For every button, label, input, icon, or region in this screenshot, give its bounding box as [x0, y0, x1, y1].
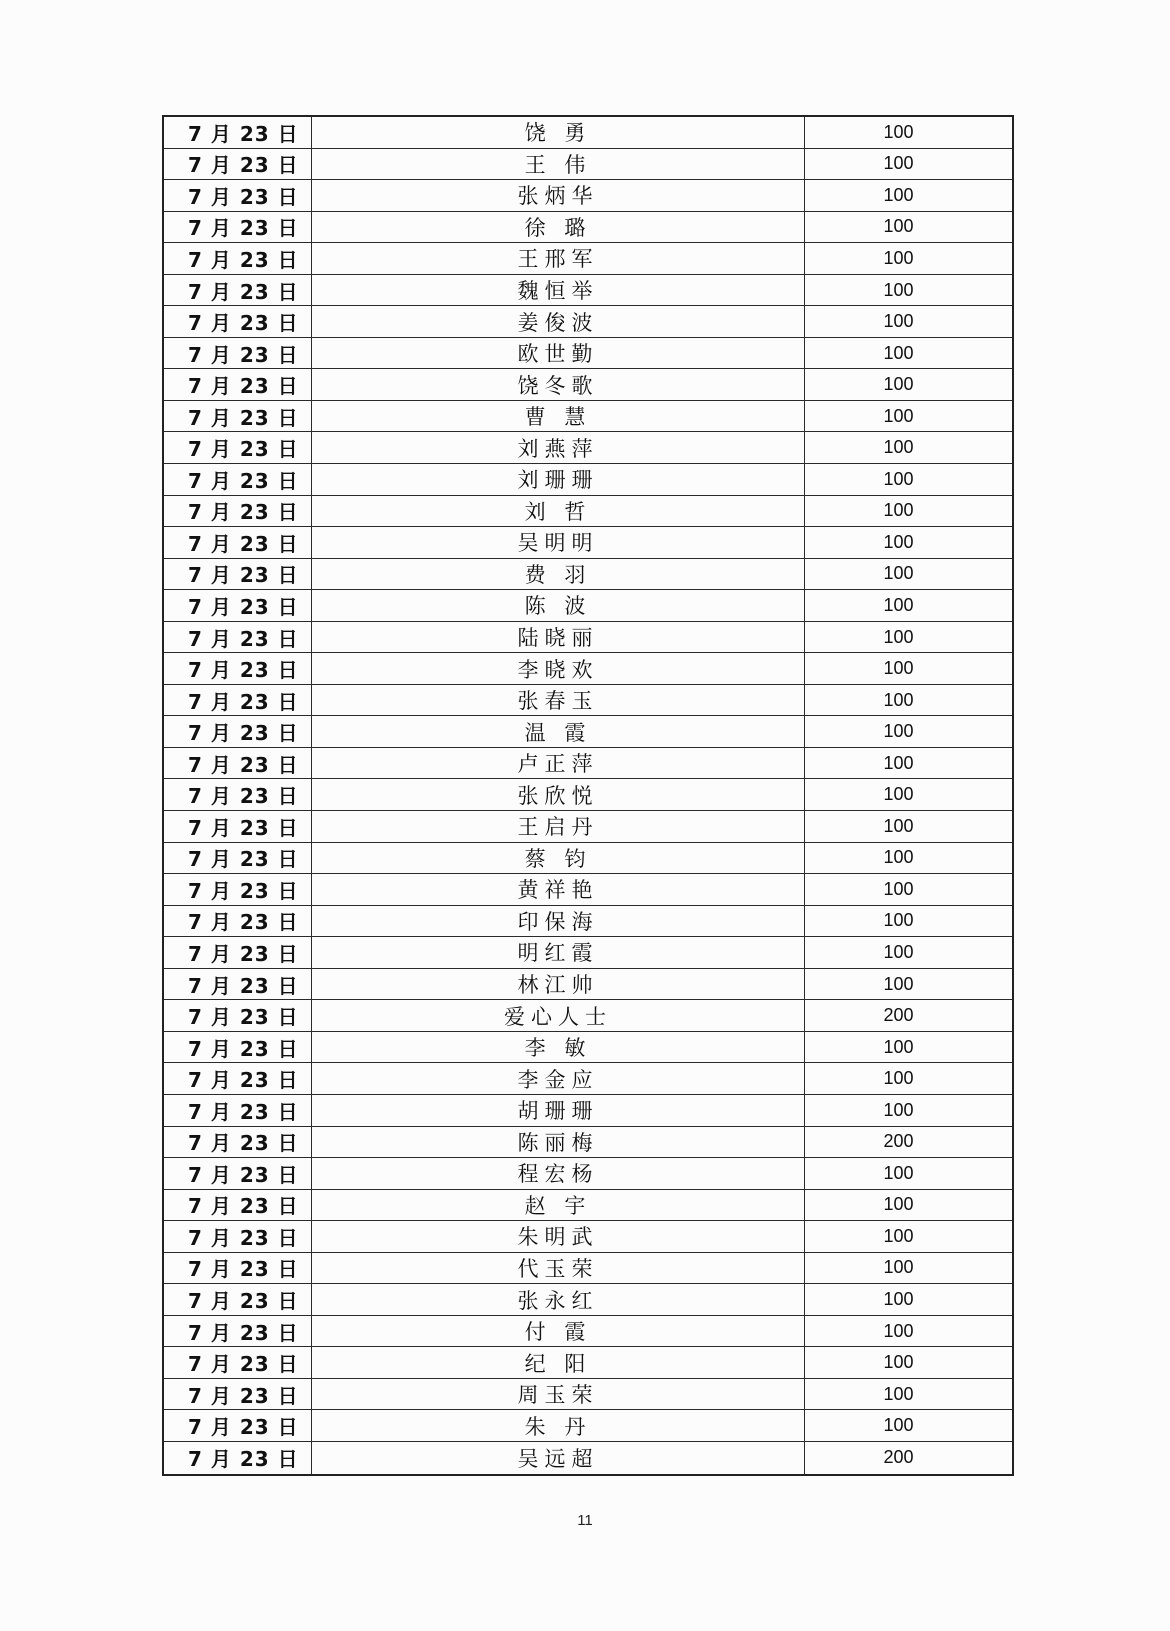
name-cell: 胡珊珊 — [312, 1095, 805, 1126]
table-row — [164, 306, 1012, 338]
amount-cell: 200 — [883, 1005, 914, 1026]
name-cell: 刘珊珊 — [312, 464, 805, 495]
amount-cell: 100 — [883, 658, 914, 679]
name-cell: 卢正萍 — [312, 748, 805, 779]
date-cell: 7 月 23 日 — [164, 843, 312, 874]
name-cell: 王启丹 — [312, 811, 805, 842]
name-cell: 李金应 — [312, 1063, 805, 1094]
date-cell: 7 月 23 日 — [164, 496, 312, 527]
amount-cell: 100 — [883, 1257, 914, 1278]
table-row — [164, 1095, 1012, 1127]
name-cell: 陈丽梅 — [312, 1127, 805, 1158]
date-cell: 7 月 23 日 — [164, 874, 312, 905]
name-cell: 代玉荣 — [312, 1253, 805, 1284]
name-cell: 付 霞 — [312, 1316, 805, 1347]
table-row — [164, 1000, 1012, 1032]
name-cell: 王邢军 — [312, 243, 805, 274]
table-row — [164, 1410, 1012, 1442]
date-cell: 7 月 23 日 — [164, 1032, 312, 1063]
amount-cell: 100 — [883, 279, 914, 300]
table-row — [164, 180, 1012, 212]
amount-cell: 100 — [883, 121, 914, 142]
table-row — [164, 1316, 1012, 1348]
name-cell: 程宏杨 — [312, 1158, 805, 1189]
date-cell: 7 月 23 日 — [164, 906, 312, 937]
table-row — [164, 653, 1012, 685]
name-cell: 爱心人士 — [312, 1000, 805, 1031]
date-cell: 7 月 23 日 — [164, 369, 312, 400]
name-cell: 周玉荣 — [312, 1379, 805, 1410]
name-cell: 张永红 — [312, 1284, 805, 1315]
date-cell: 7 月 23 日 — [164, 338, 312, 369]
amount-cell: 100 — [883, 374, 914, 395]
amount-cell: 100 — [883, 563, 914, 584]
table-row — [164, 559, 1012, 591]
amount-cell: 100 — [883, 1383, 914, 1404]
amount-cell: 100 — [883, 1162, 914, 1183]
table-row — [164, 906, 1012, 938]
table-row — [164, 811, 1012, 843]
name-cell: 曹 慧 — [312, 401, 805, 432]
table-row — [164, 590, 1012, 622]
table-row — [164, 1063, 1012, 1095]
amount-cell: 100 — [883, 468, 914, 489]
date-cell: 7 月 23 日 — [164, 811, 312, 842]
table-row — [164, 1221, 1012, 1253]
amount-cell: 200 — [883, 1131, 914, 1152]
table-row — [164, 243, 1012, 275]
table-row — [164, 464, 1012, 496]
name-cell: 李 敏 — [312, 1032, 805, 1063]
amount-cell: 100 — [883, 216, 914, 237]
amount-cell: 100 — [883, 1068, 914, 1089]
table-row — [164, 401, 1012, 433]
amount-cell: 100 — [883, 184, 914, 205]
name-cell: 印保海 — [312, 906, 805, 937]
name-cell: 吴远超 — [312, 1442, 805, 1474]
name-cell: 李晓欢 — [312, 653, 805, 684]
amount-cell: 100 — [883, 247, 914, 268]
date-cell: 7 月 23 日 — [164, 180, 312, 211]
name-cell: 朱明武 — [312, 1221, 805, 1252]
table-row — [164, 1379, 1012, 1411]
amount-cell: 100 — [883, 626, 914, 647]
date-cell: 7 月 23 日 — [164, 1221, 312, 1252]
name-cell: 徐 璐 — [312, 212, 805, 243]
date-cell: 7 月 23 日 — [164, 590, 312, 621]
date-cell: 7 月 23 日 — [164, 1063, 312, 1094]
amount-cell: 100 — [883, 910, 914, 931]
date-cell: 7 月 23 日 — [164, 653, 312, 684]
amount-cell: 100 — [883, 594, 914, 615]
date-cell: 7 月 23 日 — [164, 969, 312, 1000]
date-cell: 7 月 23 日 — [164, 1127, 312, 1158]
name-cell: 魏恒举 — [312, 275, 805, 306]
name-cell: 张欣悦 — [312, 779, 805, 810]
table-row — [164, 779, 1012, 811]
date-cell: 7 月 23 日 — [164, 432, 312, 463]
name-cell: 明红霞 — [312, 937, 805, 968]
name-cell: 林江帅 — [312, 969, 805, 1000]
name-cell: 吴明明 — [312, 527, 805, 558]
name-cell: 黄祥艳 — [312, 874, 805, 905]
amount-cell: 100 — [883, 689, 914, 710]
date-cell: 7 月 23 日 — [164, 1190, 312, 1221]
name-cell: 饶冬歌 — [312, 369, 805, 400]
date-cell: 7 月 23 日 — [164, 1379, 312, 1410]
amount-cell: 100 — [883, 1289, 914, 1309]
table-row — [164, 622, 1012, 654]
table-row — [164, 527, 1012, 559]
amount-cell: 100 — [883, 1352, 914, 1373]
table-row — [164, 212, 1012, 244]
table-row — [164, 685, 1012, 717]
table-row — [164, 716, 1012, 748]
table-row — [164, 1442, 1012, 1474]
table-row — [164, 432, 1012, 464]
name-cell: 纪 阳 — [312, 1347, 805, 1378]
amount-cell: 100 — [883, 752, 914, 773]
name-cell: 刘燕萍 — [312, 432, 805, 463]
amount-cell: 100 — [883, 973, 914, 994]
amount-cell: 100 — [883, 531, 914, 552]
amount-cell: 100 — [883, 1320, 914, 1341]
amount-cell: 100 — [883, 342, 914, 363]
table-row — [164, 338, 1012, 370]
table-row — [164, 1032, 1012, 1064]
date-cell: 7 月 23 日 — [164, 212, 312, 243]
amount-cell: 100 — [883, 1036, 914, 1057]
name-cell: 费 羽 — [312, 559, 805, 590]
name-cell: 蔡 钧 — [312, 843, 805, 874]
amount-cell: 100 — [883, 311, 914, 332]
table-row — [164, 149, 1012, 181]
date-cell: 7 月 23 日 — [164, 779, 312, 810]
name-cell: 刘 哲 — [312, 496, 805, 527]
table-row — [164, 874, 1012, 906]
name-cell: 姜俊波 — [312, 306, 805, 337]
table-row — [164, 1284, 1012, 1316]
amount-cell: 100 — [883, 437, 914, 458]
table-row — [164, 369, 1012, 401]
date-cell: 7 月 23 日 — [164, 464, 312, 495]
page-number: 11 — [577, 1512, 593, 1529]
date-cell: 7 月 23 日 — [164, 1095, 312, 1126]
table-row — [164, 937, 1012, 969]
date-cell: 7 月 23 日 — [164, 1253, 312, 1284]
amount-cell: 100 — [883, 1225, 914, 1246]
table-row — [164, 275, 1012, 307]
table-row — [164, 117, 1012, 149]
amount-cell: 100 — [883, 153, 914, 174]
amount-cell: 100 — [883, 500, 914, 521]
name-cell: 张春玉 — [312, 685, 805, 716]
name-cell: 王 伟 — [312, 149, 805, 180]
amount-cell: 100 — [883, 721, 914, 742]
date-cell: 7 月 23 日 — [164, 306, 312, 337]
date-cell: 7 月 23 日 — [164, 1284, 312, 1315]
table-row — [164, 1253, 1012, 1285]
date-cell: 7 月 23 日 — [164, 622, 312, 653]
name-cell: 陈 波 — [312, 590, 805, 621]
name-cell: 朱 丹 — [312, 1410, 805, 1441]
table-row — [164, 969, 1012, 1001]
date-cell: 7 月 23 日 — [164, 275, 312, 306]
date-cell: 7 月 23 日 — [164, 401, 312, 432]
date-cell: 7 月 23 日 — [164, 559, 312, 590]
name-cell: 欧世勤 — [312, 338, 805, 369]
amount-cell: 100 — [883, 405, 914, 426]
date-cell: 7 月 23 日 — [164, 685, 312, 716]
table-row — [164, 1347, 1012, 1379]
date-cell: 7 月 23 日 — [164, 117, 312, 148]
date-cell: 7 月 23 日 — [164, 1000, 312, 1031]
table-row — [164, 843, 1012, 875]
table-row — [164, 1158, 1012, 1190]
name-cell: 饶 勇 — [312, 117, 805, 148]
amount-cell: 100 — [883, 1194, 914, 1215]
name-cell: 赵 宇 — [312, 1190, 805, 1221]
date-cell: 7 月 23 日 — [164, 1442, 312, 1474]
amount-cell: 100 — [883, 878, 914, 899]
amount-cell: 100 — [883, 847, 914, 868]
date-cell: 7 月 23 日 — [164, 527, 312, 558]
table-row — [164, 496, 1012, 528]
date-cell: 7 月 23 日 — [164, 716, 312, 747]
date-cell: 7 月 23 日 — [164, 1316, 312, 1347]
name-cell: 陆晓丽 — [312, 622, 805, 653]
amount-cell: 100 — [883, 1099, 914, 1120]
date-cell: 7 月 23 日 — [164, 1347, 312, 1378]
table-row — [164, 748, 1012, 780]
date-cell: 7 月 23 日 — [164, 243, 312, 274]
date-cell: 7 月 23 日 — [164, 1158, 312, 1189]
date-cell: 7 月 23 日 — [164, 149, 312, 180]
amount-cell: 100 — [883, 784, 914, 805]
donation-table — [162, 115, 1014, 1476]
table-row — [164, 1190, 1012, 1222]
name-cell: 张炳华 — [312, 180, 805, 211]
date-cell: 7 月 23 日 — [164, 1410, 312, 1441]
name-cell: 温 霞 — [312, 716, 805, 747]
date-cell: 7 月 23 日 — [164, 937, 312, 968]
amount-cell: 100 — [883, 941, 914, 962]
amount-cell: 100 — [883, 1415, 914, 1436]
amount-cell: 200 — [883, 1447, 914, 1468]
amount-cell: 100 — [883, 815, 914, 836]
table-row — [164, 1127, 1012, 1159]
date-cell: 7 月 23 日 — [164, 748, 312, 779]
